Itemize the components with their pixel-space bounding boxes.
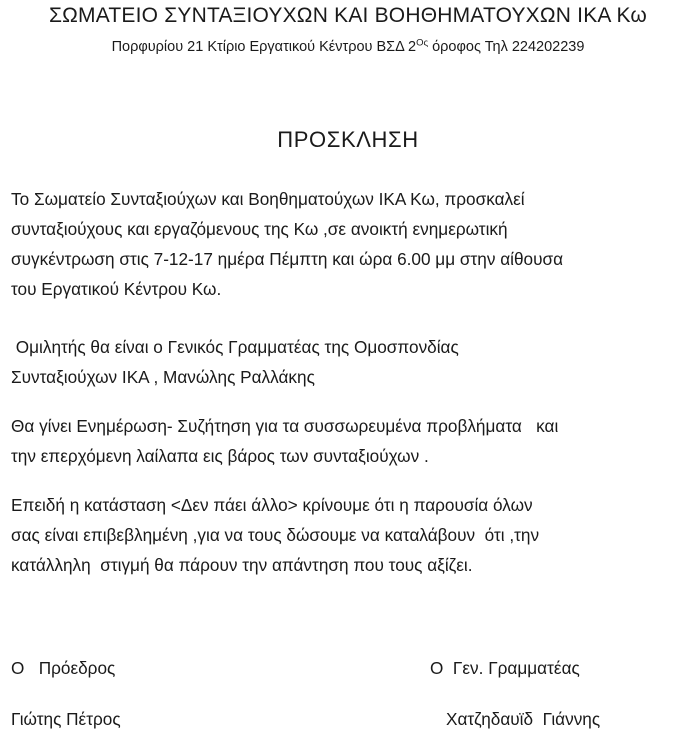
paragraph-line: κατάλληλη στιγμή θα πάρουν την απάντηση που τους αξίζει. <box>11 555 473 575</box>
president-name: Γιώτης Πέτρος <box>11 709 121 729</box>
paragraph-speaker <box>11 332 691 392</box>
union-address-line <box>0 39 696 55</box>
floor-superscript: Ος <box>416 37 429 49</box>
paragraph-agenda <box>11 411 691 471</box>
paragraph-invitation <box>11 184 691 304</box>
paragraph-line: Συνταξιούχων ΙΚΑ , Μανώλης Ραλλάκης <box>11 367 315 387</box>
document-title: ΠΡΟΣΚΛΗΣΗ <box>277 127 419 152</box>
paragraph-line: συνταξιούχους και εργαζόμενους της Κω ,σε ανοικτή ενημερωτική <box>11 219 508 239</box>
union-name-heading: ΣΩΜΑΤΕΙΟ ΣΥΝΤΑΞΙΟΥΧΩΝ ΚΑΙ ΒΟΗΘΗΜΑΤΟΥΧΩΝ ΙΚΑ Κω <box>48 4 648 27</box>
paragraph-call-to-attend <box>11 490 691 580</box>
address-text-part2: όροφος Τηλ 224202239 <box>428 39 585 55</box>
paragraph-line: Επειδή η κατάσταση <Δεν πάει άλλο> κρίνουμε ότι η παρουσία όλων <box>11 495 533 515</box>
paragraph-line: σας είναι επιβεβλημένη ,για να τους δώσουμε να καταλάβουν ότι ,την <box>11 525 540 545</box>
paragraph-line: Το Σωματείο Συνταξιούχων και Βοηθηματούχων ΙΚΑ Κω, προσκαλεί <box>11 189 525 209</box>
paragraph-line: του Εργατικού Κέντρου Κω. <box>11 279 222 299</box>
paragraph-line: συγκέντρωση στις 7-12-17 ημέρα Πέμπτη και ώρα 6.00 μμ στην αίθουσα <box>11 249 564 269</box>
paragraph-line: Θα γίνει Ενημέρωση- Συζήτηση για τα συσσωρευμένα προβλήματα και <box>11 416 559 436</box>
paragraph-line: Ομιλητής θα είναι ο Γενικός Γραμματέας της Ομοσπονδίας <box>11 337 459 357</box>
secretary-role-label: Ο Γεν. Γραμματέας <box>430 658 580 678</box>
paragraph-line: την επερχόμενη λαίλαπα εις βάρος των συνταξιούχων . <box>11 446 429 466</box>
address-text-part1: Πορφυρίου 21 Κτίριο Εργατικού Κέντρου ΒΣΔ 2 <box>111 39 417 55</box>
secretary-name: Χατζηδαυϊδ Γιάννης <box>446 709 601 729</box>
president-role-label: Ο Πρόεδρος <box>11 658 116 678</box>
